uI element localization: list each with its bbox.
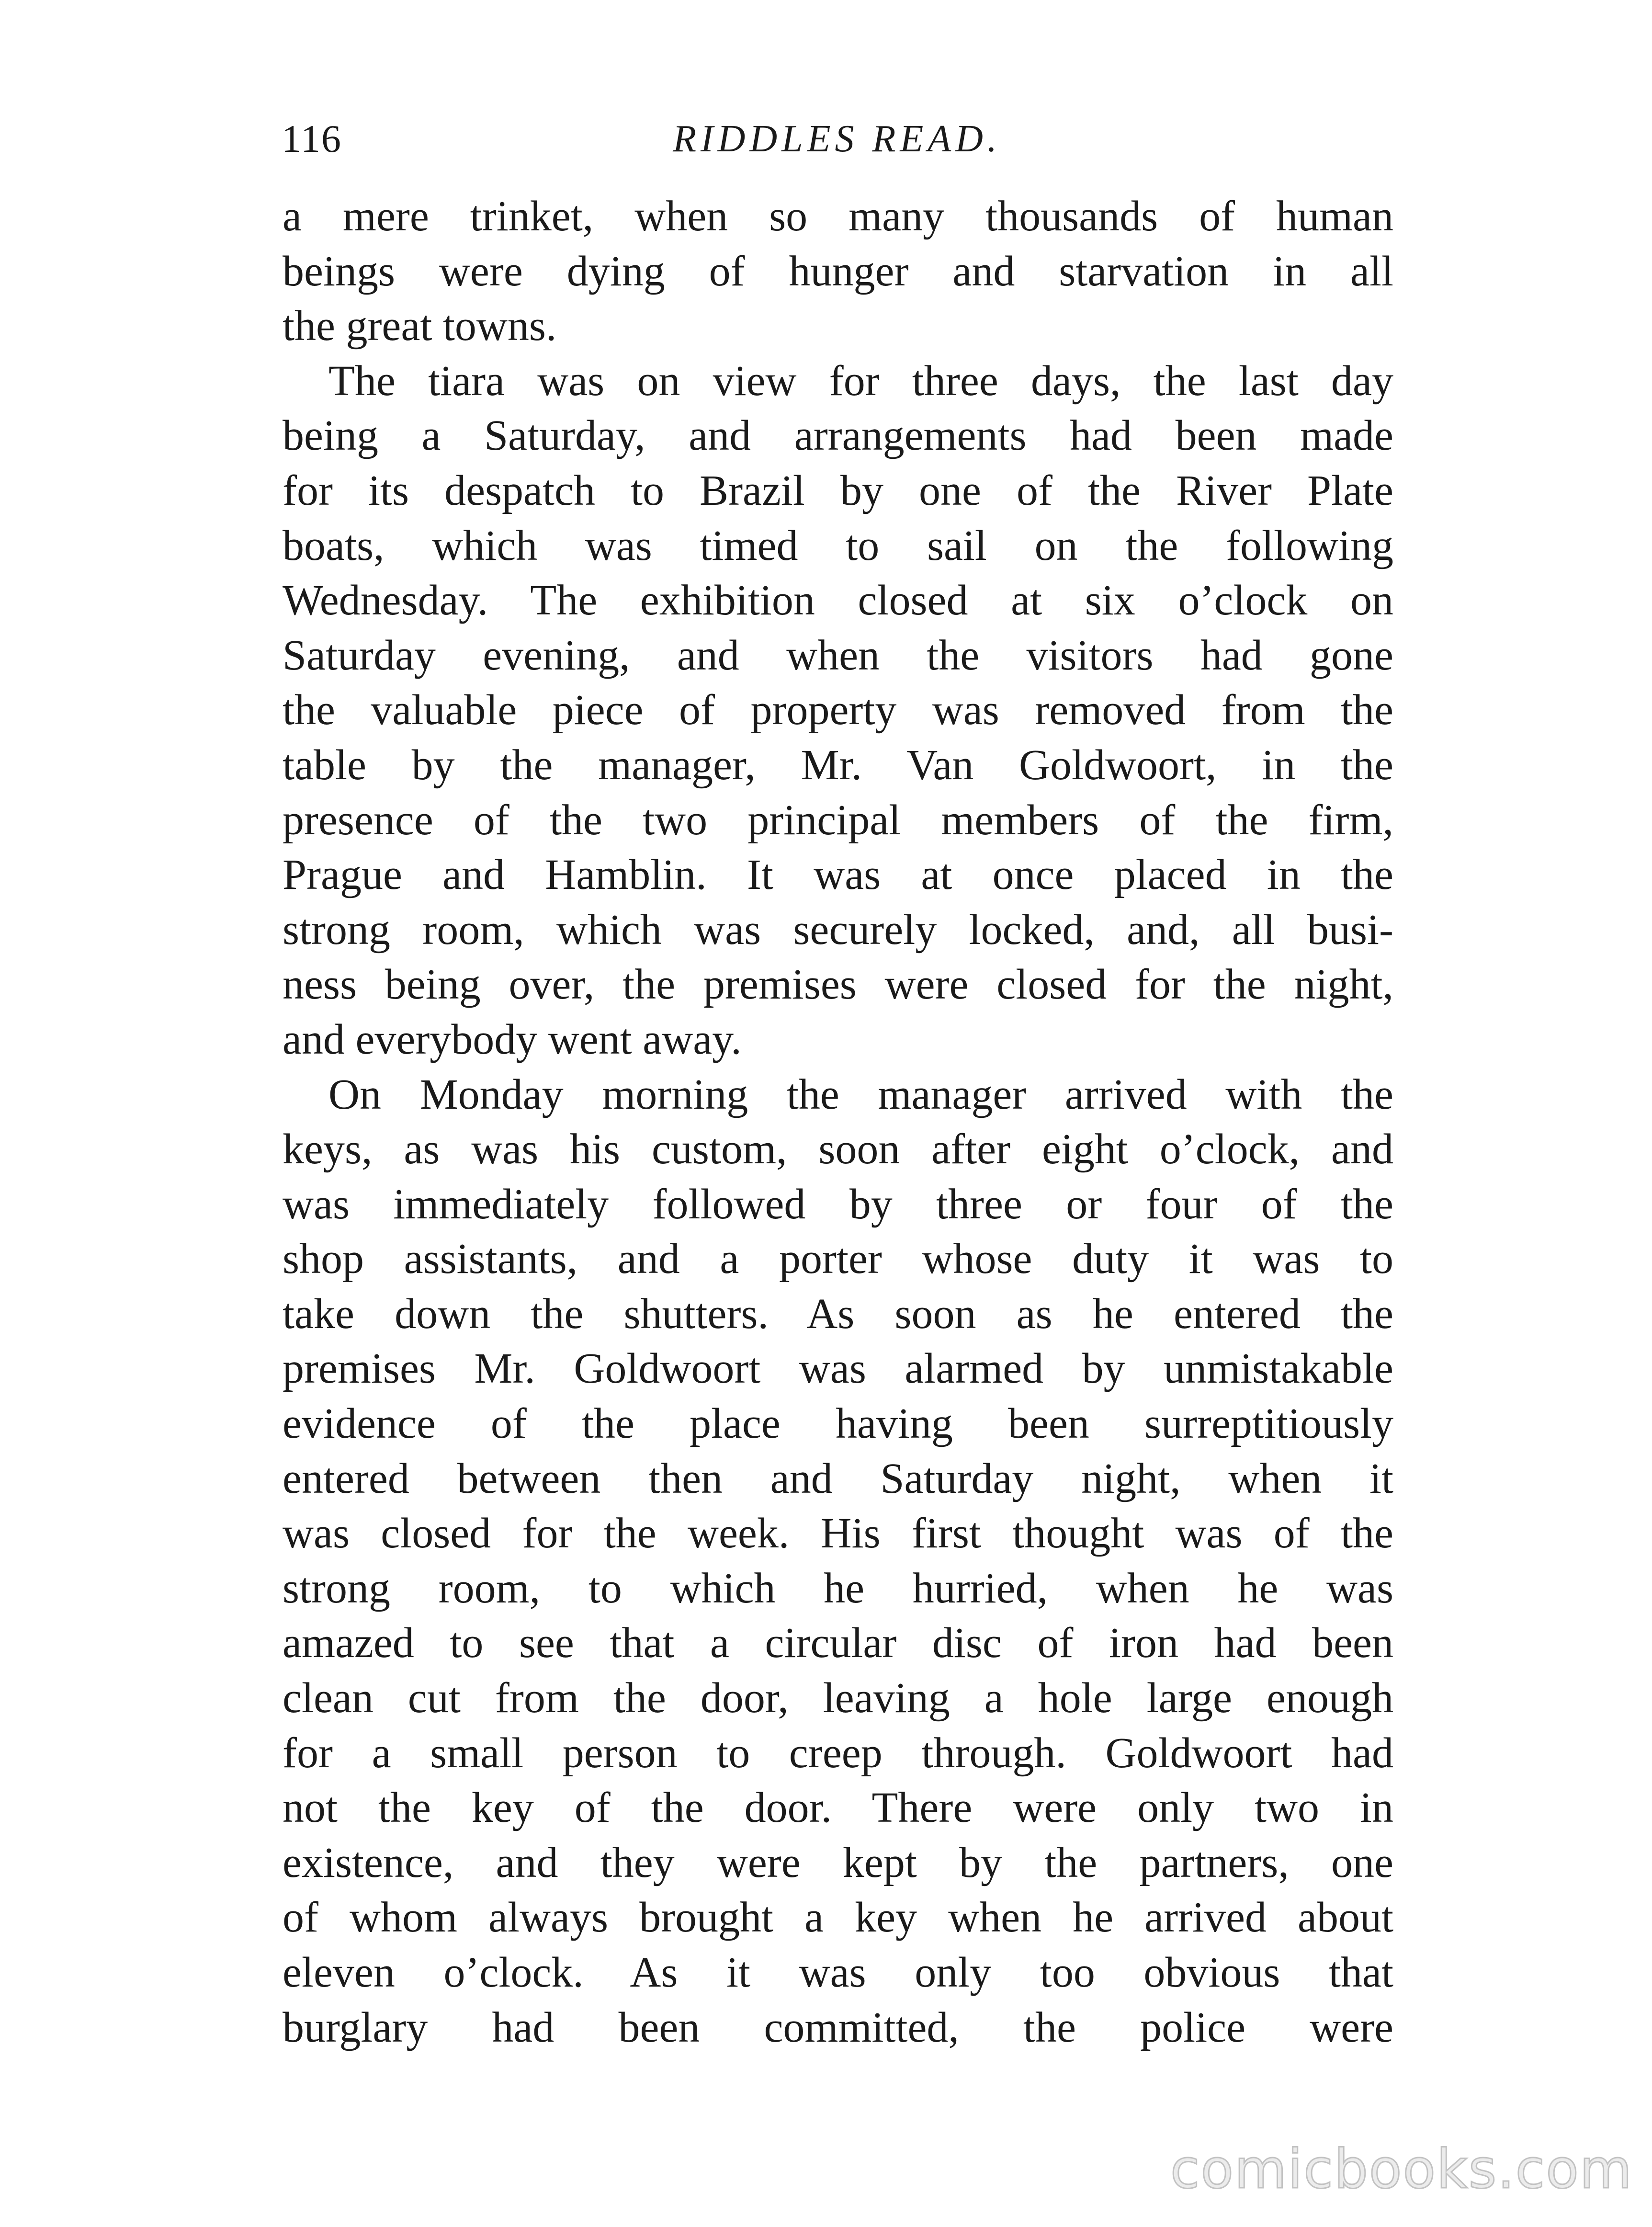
page-number: 116 <box>282 117 342 160</box>
text-line: was immediately followed by three or four of the <box>283 1180 1393 1228</box>
text-line: premises Mr. Goldwoort was alarmed by unmistakable <box>283 1345 1393 1393</box>
text-line: not the key of the door. There were only two in <box>283 1784 1393 1832</box>
paragraph-first-line: The tiara was on view for three days, the last day <box>328 357 1393 405</box>
body-text <box>283 189 1393 2055</box>
text-line: presence of the two principal members of the firm, <box>283 796 1393 844</box>
page-header <box>282 110 1392 168</box>
text-line: clean cut from the door, leaving a hole large enough <box>283 1674 1393 1722</box>
text-line: eleven o’clock. As it was only too obvious that <box>283 1949 1393 1996</box>
text-line: of whom always brought a key when he arrived about <box>283 1894 1393 1942</box>
text-line: ness being over, the premises were closed for the night, <box>283 961 1393 1009</box>
text-line: being a Saturday, and arrangements had been made <box>283 412 1393 460</box>
paragraph-first-line: On Monday morning the manager arrived with the <box>328 1070 1393 1118</box>
text-line: for a small person to creep through. Goldwoort had <box>283 1729 1393 1777</box>
text-line: keys, as was his custom, soon after eight o’clock, and <box>283 1125 1393 1173</box>
text-line: burglary had been committed, the police were <box>283 2003 1393 2051</box>
text-line: Saturday evening, and when the visitors had gone <box>283 631 1393 679</box>
text-line: beings were dying of hunger and starvation in all <box>283 247 1393 295</box>
text-line: for its despatch to Brazil by one of the River Plate <box>283 466 1393 514</box>
text-line: the valuable piece of property was removed from the <box>283 686 1393 734</box>
running-head: RIDDLES READ. <box>673 118 1001 160</box>
text-line: strong room, which was securely locked, and, all busi- <box>283 906 1393 954</box>
text-line: take down the shutters. As soon as he entered the <box>283 1290 1393 1338</box>
text-line: strong room, to which he hurried, when he was <box>283 1564 1393 1612</box>
text-line: the great towns. <box>283 302 557 350</box>
text-line: boats, which was timed to sail on the following <box>283 522 1393 569</box>
text-line: amazed to see that a circular disc of iron had been <box>283 1619 1393 1667</box>
watermark: comicbooks.com <box>1170 2138 1633 2201</box>
text-line: shop assistants, and a porter whose duty it was to <box>283 1235 1393 1283</box>
text-line: existence, and they were kept by the partners, one <box>283 1839 1393 1886</box>
text-line: entered between then and Saturday night, when it <box>283 1454 1393 1502</box>
text-line: table by the manager, Mr. Van Goldwoort, in the <box>283 741 1393 789</box>
text-line: Wednesday. The exhibition closed at six o’clock on <box>283 577 1393 625</box>
text-line: evidence of the place having been surreptitiously <box>283 1400 1393 1448</box>
text-line: Prague and Hamblin. It was at once placed in the <box>283 851 1393 899</box>
text-line: and everybody went away. <box>283 1015 742 1063</box>
text-line: a mere trinket, when so many thousands of human <box>283 193 1393 240</box>
text-line: was closed for the week. His first thought was of the <box>283 1510 1393 1557</box>
